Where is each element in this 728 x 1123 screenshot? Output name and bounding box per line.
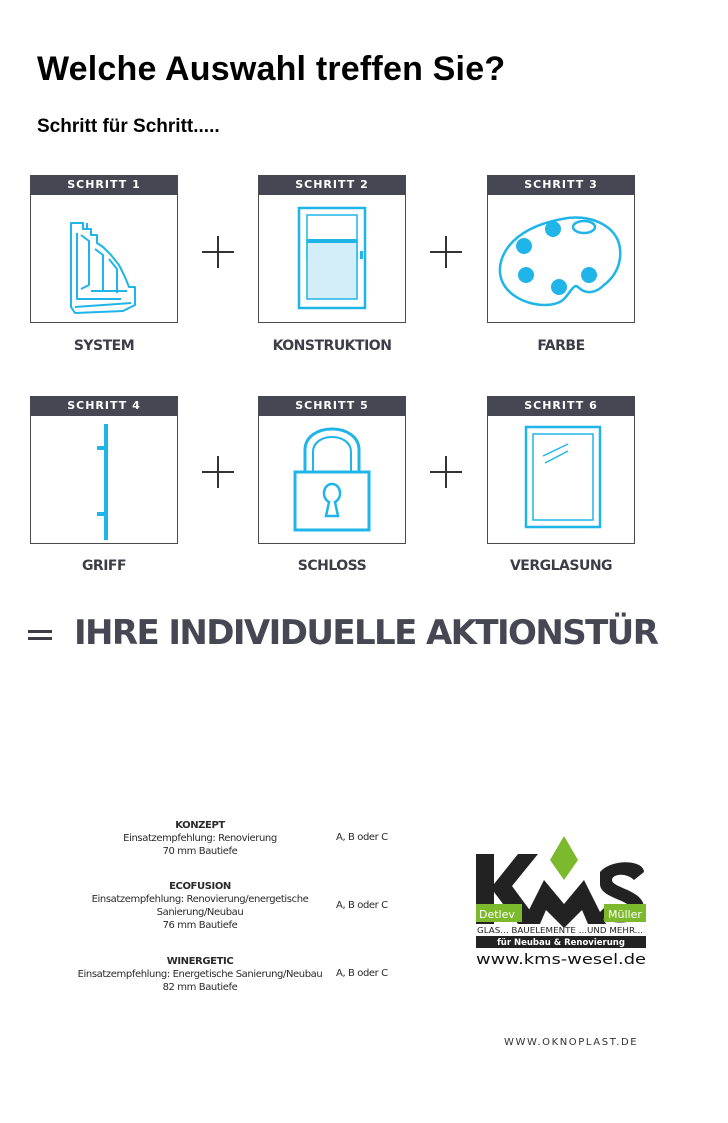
plus-icon <box>202 456 234 488</box>
kms-logo <box>472 832 648 968</box>
step-header: SCHRITT 5 <box>258 396 406 416</box>
step-card-4 <box>30 396 178 544</box>
step-label-5: SCHLOSS <box>297 558 367 574</box>
step-box <box>487 416 635 544</box>
step-label-2: KONSTRUKTION <box>272 338 392 354</box>
plus-icon <box>430 456 462 488</box>
step-label-1: SYSTEM <box>73 338 135 354</box>
step-header: SCHRITT 4 <box>30 396 178 416</box>
step-header: SCHRITT 3 <box>487 175 635 195</box>
footer-website: WWW.OKNOPLAST.DE <box>504 1037 639 1048</box>
system-name: WINERGETIC <box>166 956 234 967</box>
system-winergetic <box>40 955 360 994</box>
system-name: KONZEPT <box>175 820 225 831</box>
page-subtitle: Schritt für Schritt..... <box>37 116 220 137</box>
system-name: ECOFUSION <box>169 881 231 892</box>
step-box <box>487 195 635 323</box>
step-card-5 <box>258 396 406 544</box>
system-line: Einsatzempfehlung: Renovierung <box>123 833 277 844</box>
system-konzept <box>40 819 360 858</box>
step-card-2 <box>258 175 406 323</box>
logo-url: www.kms-wesel.de <box>476 952 647 968</box>
logo-last-name: Müller <box>608 908 642 921</box>
logo-tagline: GLAS... BAUELEMENTE ...UND MEHR... <box>477 926 643 935</box>
window-profile-icon <box>31 195 177 323</box>
handle-icon <box>31 416 177 544</box>
equals-icon <box>28 630 52 640</box>
result-title: IHRE INDIVIDUELLE AKTIONSTÜR <box>74 613 658 653</box>
system-line: 82 mm Bautiefe <box>162 982 238 993</box>
system-line: 76 mm Bautiefe <box>162 920 238 931</box>
step-box <box>258 195 406 323</box>
system-line: 70 mm Bautiefe <box>162 846 238 857</box>
padlock-icon <box>259 416 405 544</box>
step-header: SCHRITT 6 <box>487 396 635 416</box>
plus-icon <box>202 236 234 268</box>
step-card-6 <box>487 396 635 544</box>
logo-tagline-2: für Neubau & Renovierung <box>497 938 625 948</box>
system-categories: A, B oder C <box>336 900 388 911</box>
system-line: Einsatzempfehlung: Energetische Sanierung/Neubau <box>77 969 323 980</box>
step-box <box>30 195 178 323</box>
step-box <box>30 416 178 544</box>
door-icon <box>259 195 405 323</box>
step-header: SCHRITT 1 <box>30 175 178 195</box>
system-line: Sanierung/Neubau <box>156 907 244 918</box>
system-categories: A, B oder C <box>336 832 388 843</box>
step-label-6: VERGLASUNG <box>509 558 613 574</box>
plus-icon <box>430 236 462 268</box>
glazing-icon <box>488 416 634 544</box>
system-ecofusion <box>40 880 360 932</box>
system-categories: A, B oder C <box>336 968 388 979</box>
page-title: Welche Auswahl treffen Sie? <box>37 50 506 88</box>
logo-first-name: Detlev <box>479 908 515 921</box>
palette-icon <box>488 195 634 323</box>
step-label-3: FARBE <box>537 338 585 354</box>
step-header: SCHRITT 2 <box>258 175 406 195</box>
step-card-3 <box>487 175 635 323</box>
step-label-4: GRIFF <box>81 558 127 574</box>
step-box <box>258 416 406 544</box>
step-card-1 <box>30 175 178 323</box>
system-line: Einsatzempfehlung: Renovierung/energetische <box>91 894 309 905</box>
